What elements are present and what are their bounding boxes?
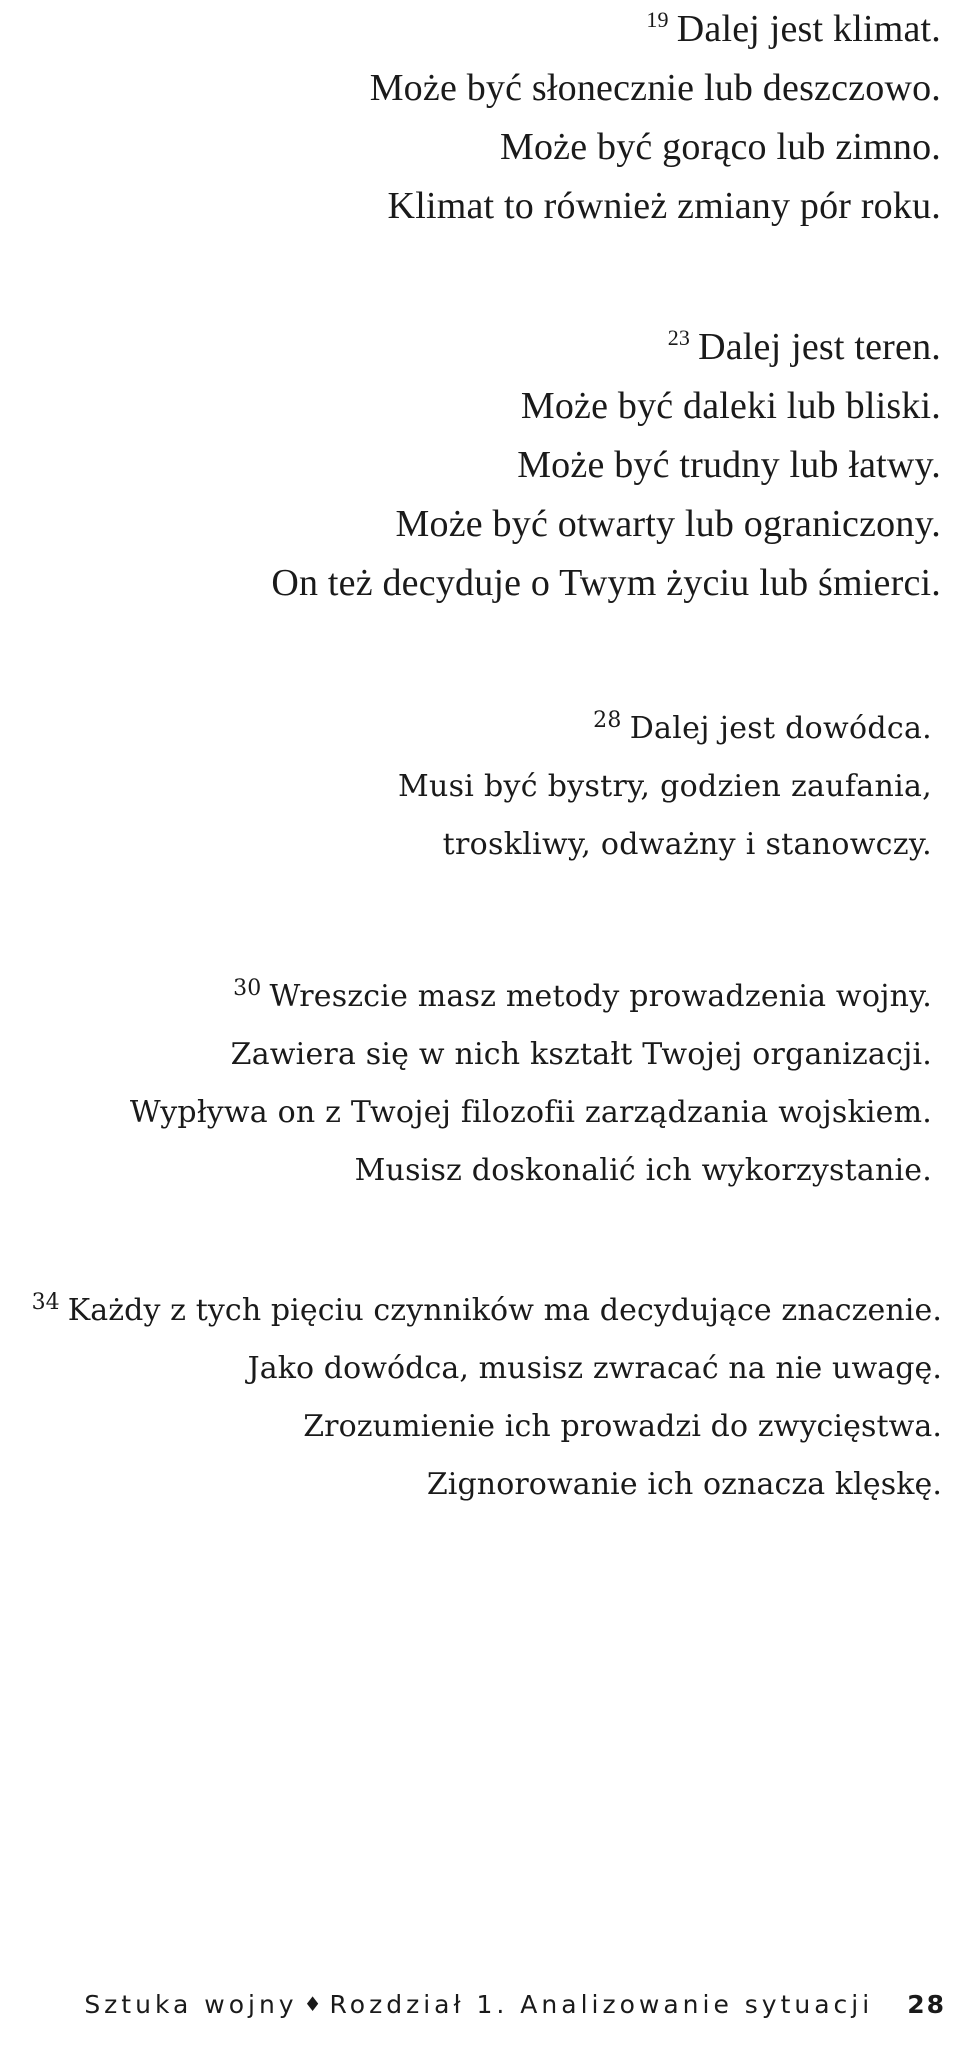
stanza-34 bbox=[0, 1282, 960, 1514]
verse-line: Zignorowanie ich oznacza klęskę. bbox=[426, 1467, 942, 1502]
verse-line: $^{30}$ Wreszcie masz metody prowadzenia wojny. bbox=[233, 976, 932, 1014]
verse-number: 34 bbox=[31, 1290, 60, 1315]
verse-line: Wypływa on z Twojej filozofii zarządzania wojskiem. bbox=[129, 1095, 932, 1130]
verse-line: Może być słonecznie lub deszczowo. bbox=[369, 67, 941, 109]
verse-number: 19 bbox=[646, 7, 669, 33]
verse-line: troskliwy, odważny i stanowczy. bbox=[442, 827, 932, 862]
stanza-30 bbox=[0, 968, 960, 1200]
diamond-icon: ♦ bbox=[303, 1992, 322, 2016]
verse-line: Klimat to również zmiany pór roku. bbox=[387, 185, 941, 227]
verse-line: Jako dowódca, musisz zwracać na nie uwagę. bbox=[247, 1351, 942, 1386]
page-number: 28 bbox=[907, 1990, 946, 2019]
verse-line: Musisz doskonalić ich wykorzystanie. bbox=[354, 1153, 932, 1188]
verse-line: Może być otwarty lub ograniczony. bbox=[395, 503, 941, 545]
verse-line: Może być gorąco lub zimno. bbox=[499, 126, 941, 168]
verse-number: 23 bbox=[667, 325, 691, 351]
footer-book-title: Sztuka wojny bbox=[84, 1990, 298, 2019]
verse-line: Zawiera się w nich kształt Twojej organizacji. bbox=[230, 1037, 932, 1072]
verse-line: Musi być bystry, godzien zaufania, bbox=[397, 769, 932, 804]
stanza-28 bbox=[0, 700, 960, 874]
verse-line: On też decyduje o Twym życiu lub śmierci. bbox=[271, 562, 941, 604]
page-footer bbox=[0, 1990, 960, 2030]
footer-chapter-title: Rozdział 1. Analizowanie sytuacji bbox=[329, 1990, 874, 2019]
verse-line: Może być trudny lub łatwy. bbox=[517, 444, 941, 486]
verse-number: 28 bbox=[593, 708, 622, 733]
stanza-19 bbox=[0, 0, 960, 236]
verse-line: $^{19}$ Dalej jest klimat. bbox=[646, 7, 941, 50]
verse-line: $^{34}$ Każdy z tych pięciu czynników ma decydujące znaczenie. bbox=[31, 1290, 942, 1328]
verse-line: Zrozumienie ich prowadzi do zwycięstwa. bbox=[303, 1409, 942, 1444]
verse-line: $^{28}$ Dalej jest dowódca. bbox=[593, 708, 932, 746]
stanza-23 bbox=[0, 318, 960, 613]
verse-number: 30 bbox=[233, 976, 262, 1001]
verse-line: Może być daleki lub bliski. bbox=[520, 385, 941, 427]
verse-line: $^{23}$ Dalej jest teren. bbox=[667, 325, 941, 368]
